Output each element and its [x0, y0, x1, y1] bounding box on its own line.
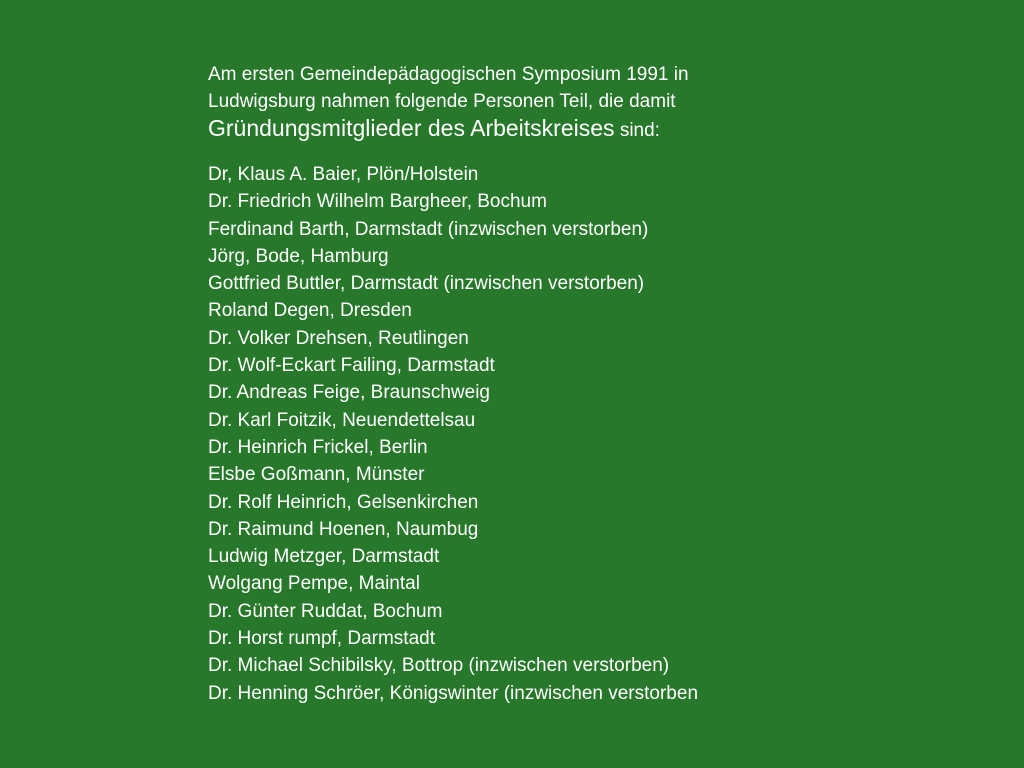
- intro-line-1: Am ersten Gemeindepädagogischen Symposium 1991 in: [208, 64, 689, 85]
- member-item: Dr. Rolf Heinrich, Gelsenkirchen: [208, 491, 479, 513]
- intro-line-3: [208, 115, 908, 144]
- member-item: Jörg, Bode, Hamburg: [208, 245, 389, 267]
- member-item: Ludwig Metzger, Darmstadt: [208, 546, 440, 568]
- intro-paragraph: [208, 61, 908, 144]
- intro-highlight: Gründungsmitglieder des Arbeitskreises: [208, 115, 615, 141]
- member-list: [208, 161, 968, 707]
- member-item: Dr. Andreas Feige, Braunschweig: [208, 382, 490, 404]
- member-item: Ferdinand Barth, Darmstadt (inzwischen verstorben): [208, 218, 649, 240]
- member-item: Dr. Heinrich Frickel, Berlin: [208, 436, 428, 458]
- member-item: Dr. Günter Ruddat, Bochum: [208, 600, 443, 622]
- member-item: Dr. Friedrich Wilhelm Bargheer, Bochum: [208, 191, 547, 213]
- intro-line-2: Ludwigsburg nahmen folgende Personen Teil, die damit: [208, 91, 676, 112]
- member-item: Dr. Wolf-Eckart Failing, Darmstadt: [208, 355, 495, 377]
- member-item: Dr, Klaus A. Baier, Plön/Holstein: [208, 164, 479, 185]
- intro-tail: sind:: [614, 120, 660, 141]
- member-item: Dr. Michael Schibilsky, Bottrop (inzwischen verstorben): [208, 655, 670, 677]
- member-item: Roland Degen, Dresden: [208, 300, 412, 322]
- member-item: Gottfried Buttler, Darmstadt (inzwischen verstorben): [208, 273, 645, 295]
- member-item: Wolgang Pempe, Maintal: [208, 573, 420, 595]
- member-item: Dr. Henning Schröer, Königswinter (inzwischen verstorben: [208, 682, 699, 704]
- member-item: Dr. Horst rumpf, Darmstadt: [208, 628, 435, 650]
- member-item: Dr. Volker Drehsen, Reutlingen: [208, 327, 469, 349]
- member-item: Elsbe Goßmann, Münster: [208, 464, 425, 486]
- member-item: Dr. Karl Foitzik, Neuendettelsau: [208, 409, 476, 431]
- member-item: Dr. Raimund Hoenen, Naumbug: [208, 518, 479, 540]
